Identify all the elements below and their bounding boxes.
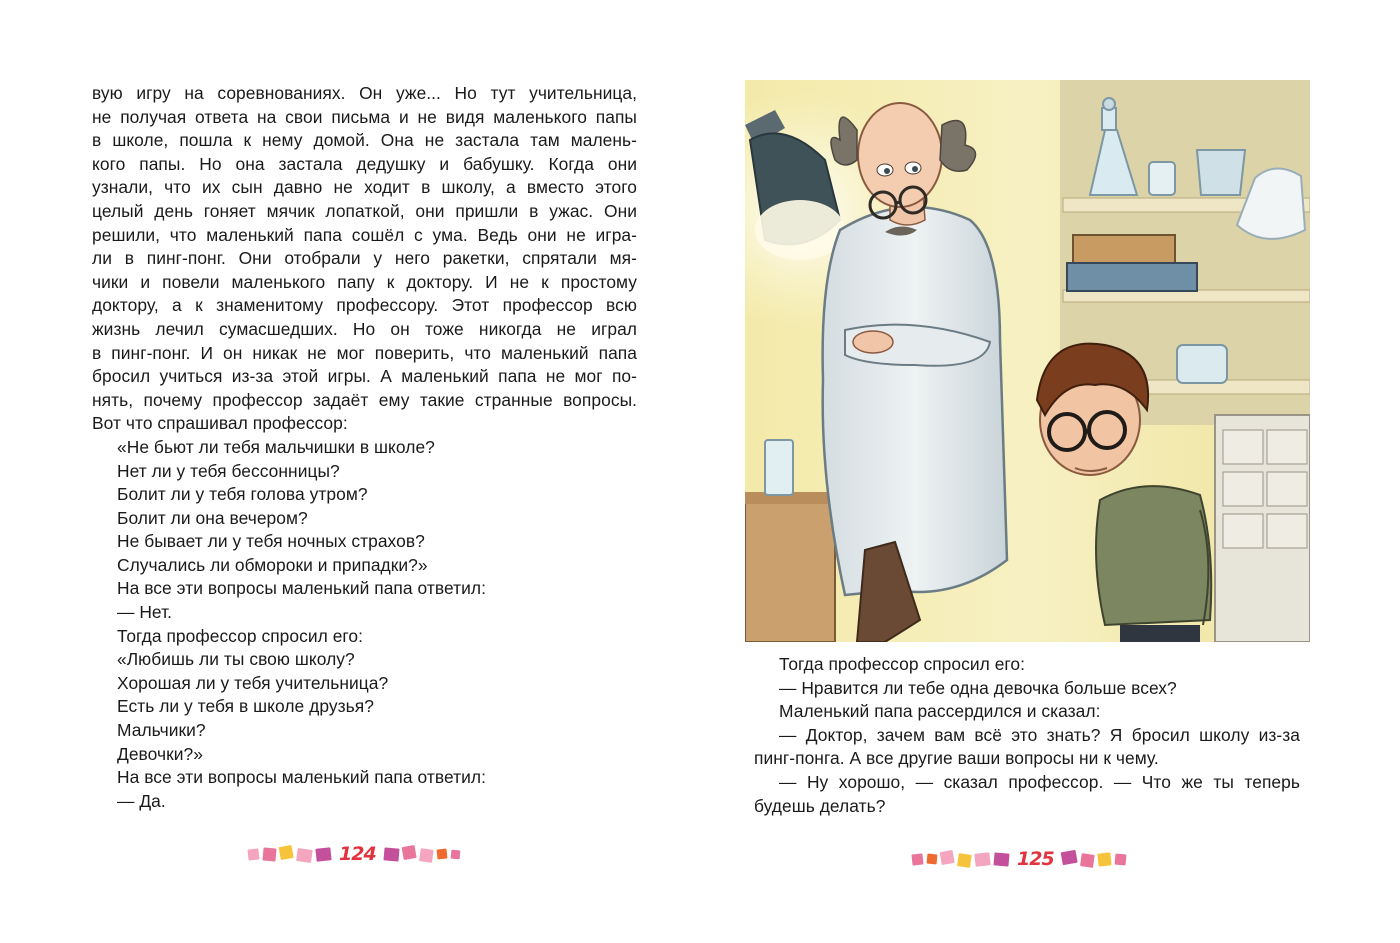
text-line: жизнь лечил сумасшедших. Но он тоже никогда не играл (92, 318, 637, 339)
text-line: целый день гоняет мячик лопаткой, они пришли в ужас. Они (92, 200, 637, 221)
text-line: Случались ли обмороки и припадки?» (117, 554, 428, 575)
text-line: Маленький папа рассердился и сказал: (779, 701, 1101, 722)
decor-square (927, 854, 938, 865)
text-line: Болит ли у тебя голова утром? (117, 484, 368, 505)
decor-square (419, 848, 434, 863)
text-line: Мальчики? (117, 720, 206, 741)
text-line: Тогда профессор спросил его: (779, 654, 1026, 674)
text-line: ли в пинг-понг. Они отобрали у него ракетки, спрятали мя- (92, 248, 637, 269)
page-number-ornament-left (248, 841, 460, 867)
text-line: Нет ли у тебя бессонницы? (117, 460, 340, 481)
text-line: Болит ли она вечером? (117, 507, 308, 528)
text-line: — Нет. (117, 602, 173, 623)
text-line: Девочки?» (117, 743, 203, 764)
text-line: Хорошая ли у тебя учительница? (117, 672, 389, 693)
left-page-text (92, 82, 637, 813)
decor-square (401, 845, 416, 860)
text-line: будешь делать? (754, 795, 886, 816)
text-line: кого папы. Но она застала дедушку и бабушку. Когда они (92, 153, 637, 174)
text-line: На все эти вопросы маленький папа ответил: (117, 767, 486, 788)
text-line: доктору, а к знаменитому профессору. Этот профессор всю (92, 295, 637, 316)
text-line: На все эти вопросы маленький папа ответил: (117, 578, 486, 599)
text-line: узнали, что их сын давно не ходит в школу, а вместо этого (92, 177, 637, 198)
decor-square (436, 849, 447, 860)
decor-square (974, 852, 990, 866)
text-line: решили, что маленький папа сошёл с ума. Ведь они не игра- (92, 224, 637, 245)
text-line: нять, почему профессор задаёт ему такие странные вопросы. (92, 389, 637, 410)
text-line: — Нравится ли тебе одна девочка больше всех? (779, 677, 1177, 698)
decor-square (1114, 853, 1126, 865)
decor-square (450, 849, 460, 859)
text-line: вую игру на соревнованиях. Он уже... Но тут учительница, (92, 83, 637, 103)
decor-square (940, 850, 955, 865)
page-number-ornament-right (912, 846, 1126, 872)
decor-square (1060, 849, 1077, 864)
decor-square (383, 847, 399, 861)
text-line: Не бывает ли у тебя ночных страхов? (117, 531, 425, 552)
page-number: 125 (1017, 848, 1054, 870)
text-line: «Любишь ли ты свою школу? (117, 649, 355, 670)
decor-square (296, 848, 313, 863)
decor-square (1080, 853, 1095, 868)
text-line: Есть ли у тебя в школе друзья? (117, 696, 374, 717)
text-line: бросил учиться из-за этой игры. А маленький папа не мог по- (92, 366, 637, 387)
illustration-professor-and-boy (745, 80, 1310, 642)
text-line: «Не бьют ли тебя мальчишки в школе? (117, 436, 435, 457)
decor-square (993, 852, 1009, 866)
decor-square (262, 847, 276, 861)
text-line: пинг-понга. А все другие ваши вопросы ни к чему. (754, 748, 1159, 769)
decor-square (911, 853, 923, 865)
text-line: Вот что спрашивал профессор: (92, 413, 348, 434)
text-line: — Ну хорошо, — сказал профессор. — Что же ты теперь (779, 771, 1300, 792)
text-line: — Да. (117, 790, 166, 811)
decor-square (315, 847, 331, 861)
text-line: в пинг-понг. И он никак не мог поверить, что маленький папа (92, 342, 637, 363)
text-line: не получая ответа на свои письма и не видя маленького папы (92, 106, 637, 127)
page-number: 124 (339, 843, 376, 865)
decor-square (247, 848, 259, 860)
text-line: в школе, пошла к нему домой. Она не застала там малень- (92, 130, 637, 151)
text-line: чики и повели маленького папу к доктору. И не к простому (92, 271, 637, 292)
decor-square (1097, 852, 1111, 866)
text-line: Тогда профессор спросил его: (117, 625, 364, 646)
text-line: — Доктор, зачем вам всё это знать? Я бросил школу из-за (779, 724, 1300, 745)
decor-square (279, 845, 294, 860)
decor-square (957, 853, 972, 868)
right-page-text (754, 653, 1300, 818)
right-page (700, 0, 1400, 943)
